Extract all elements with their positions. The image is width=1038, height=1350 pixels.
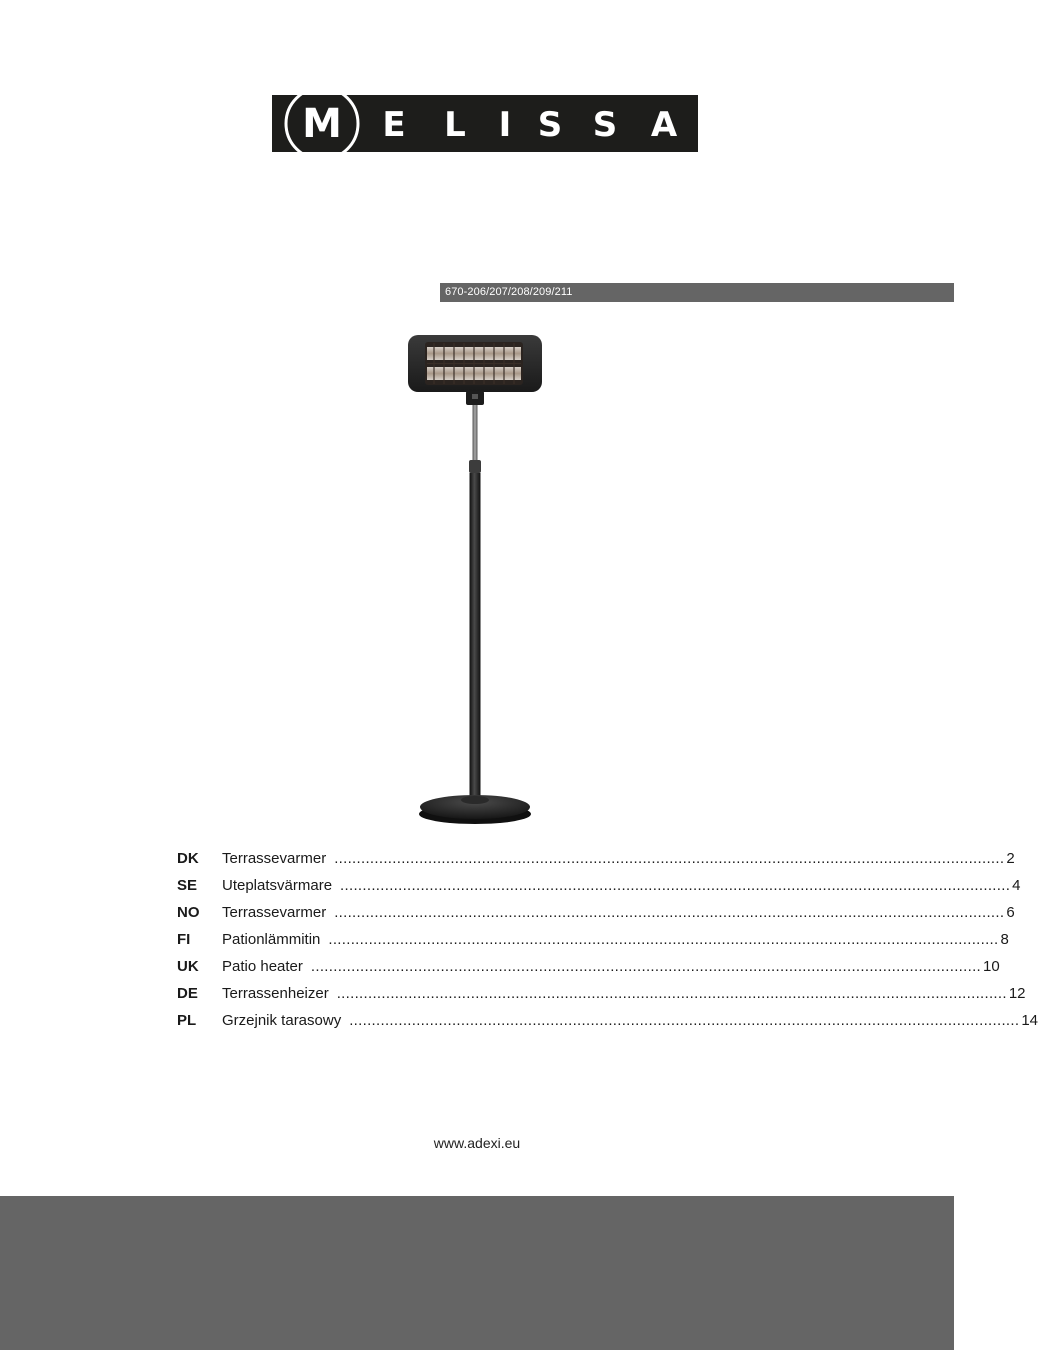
toc-language-code: PL — [177, 1012, 197, 1029]
toc-title: Pationlämmitin — [222, 931, 321, 948]
base-hub — [461, 796, 489, 804]
toc-leader-dots: ...................................................................................................................................................... — [328, 931, 999, 948]
toc-title: Grzejnik tarasowy — [222, 1012, 342, 1029]
pole-lower — [470, 473, 481, 803]
toc-page-number: 2 — [1006, 850, 1015, 867]
toc-language-code: DK — [177, 850, 199, 867]
website-link[interactable]: www.adexi.eu — [433, 1135, 521, 1151]
product-image-patio-heater — [400, 330, 550, 830]
toc-title: Uteplatsvärmare — [222, 877, 333, 894]
logo-letter-s2: S — [592, 105, 618, 145]
logo-letter-i: I — [498, 105, 512, 145]
toc-row-dk[interactable] — [177, 848, 1015, 875]
model-number-bar — [440, 283, 954, 302]
toc-row-no[interactable] — [177, 902, 1015, 929]
toc-language-code: DE — [177, 985, 198, 1002]
toc-language-code: UK — [177, 958, 199, 975]
toc-leader-dots: ...................................................................................................................................................... — [310, 958, 982, 975]
logo-letter-s1: S — [537, 105, 563, 145]
toc-title: Patio heater — [222, 958, 303, 975]
toc-leader-dots: ...................................................................................................................................................... — [349, 1012, 1020, 1029]
toc-row-se[interactable] — [177, 875, 1021, 902]
table-of-contents — [177, 848, 1038, 1037]
toc-page-number: 6 — [1006, 904, 1015, 921]
toc-language-code: FI — [177, 931, 191, 948]
toc-title: Terrassenheizer — [222, 985, 329, 1002]
toc-page-number: 8 — [1000, 931, 1009, 948]
toc-page-number: 14 — [1021, 1012, 1038, 1029]
toc-row-fi[interactable] — [177, 929, 1009, 956]
toc-page-number: 10 — [983, 958, 1000, 975]
logo-letter-a: A — [650, 105, 678, 145]
toc-leader-dots: ...................................................................................................................................................... — [340, 877, 1011, 894]
toc-leader-dots: ...................................................................................................................................................... — [334, 850, 1005, 867]
toc-page-number: 4 — [1012, 877, 1021, 894]
toc-row-de[interactable] — [177, 983, 1026, 1010]
toc-row-uk[interactable] — [177, 956, 1000, 983]
patio-heater-illustration — [400, 330, 550, 830]
toc-language-code: NO — [177, 904, 200, 921]
toc-page-number: 12 — [1008, 985, 1026, 1002]
telescopic-pole-upper — [473, 405, 478, 462]
height-adjust-collar — [469, 460, 481, 473]
toc-title: Terrassevarmer — [222, 904, 327, 921]
model-number: 670-206/207/208/209/211 — [445, 286, 573, 298]
logo-letter-m: M — [302, 101, 342, 147]
footer-band — [0, 1196, 954, 1350]
toc-leader-dots: ...................................................................................................................................................... — [336, 985, 1007, 1002]
logo-letter-e: E — [382, 105, 406, 145]
logo-letter-l: L — [444, 105, 466, 145]
toc-title: Terrassevarmer — [222, 850, 327, 867]
toc-row-pl[interactable] — [177, 1010, 1038, 1037]
heater-switch — [472, 394, 478, 399]
toc-leader-dots: ...................................................................................................................................................... — [334, 904, 1005, 921]
brand-logo-mark — [272, 95, 698, 152]
toc-language-code: SE — [177, 877, 198, 894]
brand-logo — [272, 95, 698, 152]
